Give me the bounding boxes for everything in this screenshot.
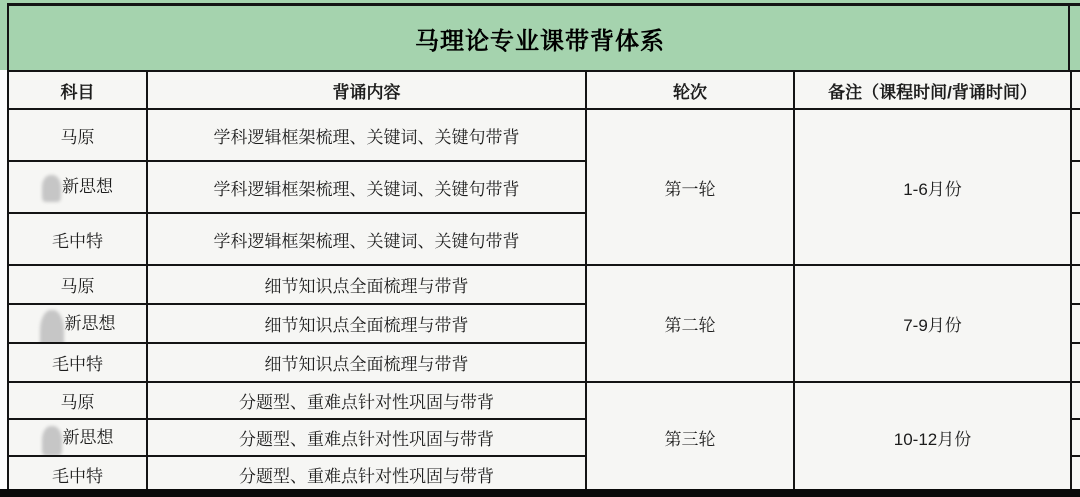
round-cell: 第一轮: [586, 109, 794, 265]
header-cell-content: 背诵内容: [147, 71, 586, 109]
content-cell: 分题型、重难点针对性巩固与带背: [147, 456, 586, 493]
cutoff-column-cell: [1071, 161, 1080, 213]
table-row: [8, 109, 1080, 161]
note-cell: 10-12月份: [794, 382, 1071, 493]
cutoff-column-cell: [1071, 456, 1080, 493]
table-row: [8, 382, 1080, 419]
page-title: 马理论专业课带背体系: [415, 27, 665, 55]
subject-label: 新思想: [62, 428, 114, 448]
subject-label: 马原: [60, 277, 95, 296]
subject-label: 毛中特: [52, 467, 103, 486]
bottom-cutoff-bar: [0, 489, 1080, 497]
subject-cell: [8, 456, 147, 493]
subject-label: 新思想: [64, 313, 116, 333]
table-header-row: [8, 71, 1080, 109]
round-cell: 第二轮: [586, 265, 794, 382]
table-outer-left-border: [7, 3, 9, 70]
subject-cell: [8, 161, 147, 213]
cutoff-column-cell: [1071, 382, 1080, 419]
cutoff-column-cell: [1071, 343, 1080, 382]
redacted-character: [40, 310, 64, 343]
subject-cell: [8, 109, 147, 161]
subject-cell: [8, 343, 147, 382]
redacted-character: [42, 175, 61, 202]
subject-label: 马原: [60, 393, 95, 412]
round-cell: 第三轮: [586, 382, 794, 493]
header-cell-note: 备注（课程时间/背诵时间）: [794, 71, 1071, 109]
note-cell: 1-6月份: [794, 109, 1071, 265]
header-cell-cutoff: [1071, 71, 1080, 109]
subject-label: 毛中特: [52, 355, 103, 374]
content-cell: 学科逻辑框架梳理、关键词、关键句带背: [147, 213, 586, 265]
subject-cell: [8, 304, 147, 343]
table-row: [8, 265, 1080, 304]
content-cell: 分题型、重难点针对性巩固与带背: [147, 382, 586, 419]
header-cell-round: 轮次: [586, 71, 794, 109]
subject-cell: [8, 265, 147, 304]
subject-cell: [8, 213, 147, 265]
cutoff-column-cell: [1071, 109, 1080, 161]
table-outer-top-border: [7, 3, 1080, 6]
content-cell: 学科逻辑框架梳理、关键词、关键句带背: [147, 109, 586, 161]
content-cell: 细节知识点全面梳理与带背: [147, 265, 586, 304]
cutoff-column-cell: [1071, 419, 1080, 456]
subject-label: 毛中特: [52, 231, 103, 251]
subject-label: 新思想: [62, 177, 113, 197]
content-cell: 学科逻辑框架梳理、关键词、关键句带背: [147, 161, 586, 213]
subject-label: 马原: [60, 127, 95, 147]
content-cell: 细节知识点全面梳理与带背: [147, 343, 586, 382]
content-cell: 细节知识点全面梳理与带背: [147, 304, 586, 343]
subject-cell: [8, 382, 147, 419]
subject-cell: [8, 419, 147, 456]
recitation-plan-table: [7, 70, 1080, 494]
cutoff-column-cell: [1071, 304, 1080, 343]
header-cell-subject: 科目: [8, 71, 147, 109]
content-cell: 分题型、重难点针对性巩固与带背: [147, 419, 586, 456]
title-bar: [0, 0, 1080, 70]
cutoff-column-cell: [1071, 265, 1080, 304]
redacted-character: [42, 426, 62, 456]
table-outer-right-border: [1068, 3, 1070, 70]
cutoff-column-cell: [1071, 213, 1080, 265]
note-cell: 7-9月份: [794, 265, 1071, 382]
